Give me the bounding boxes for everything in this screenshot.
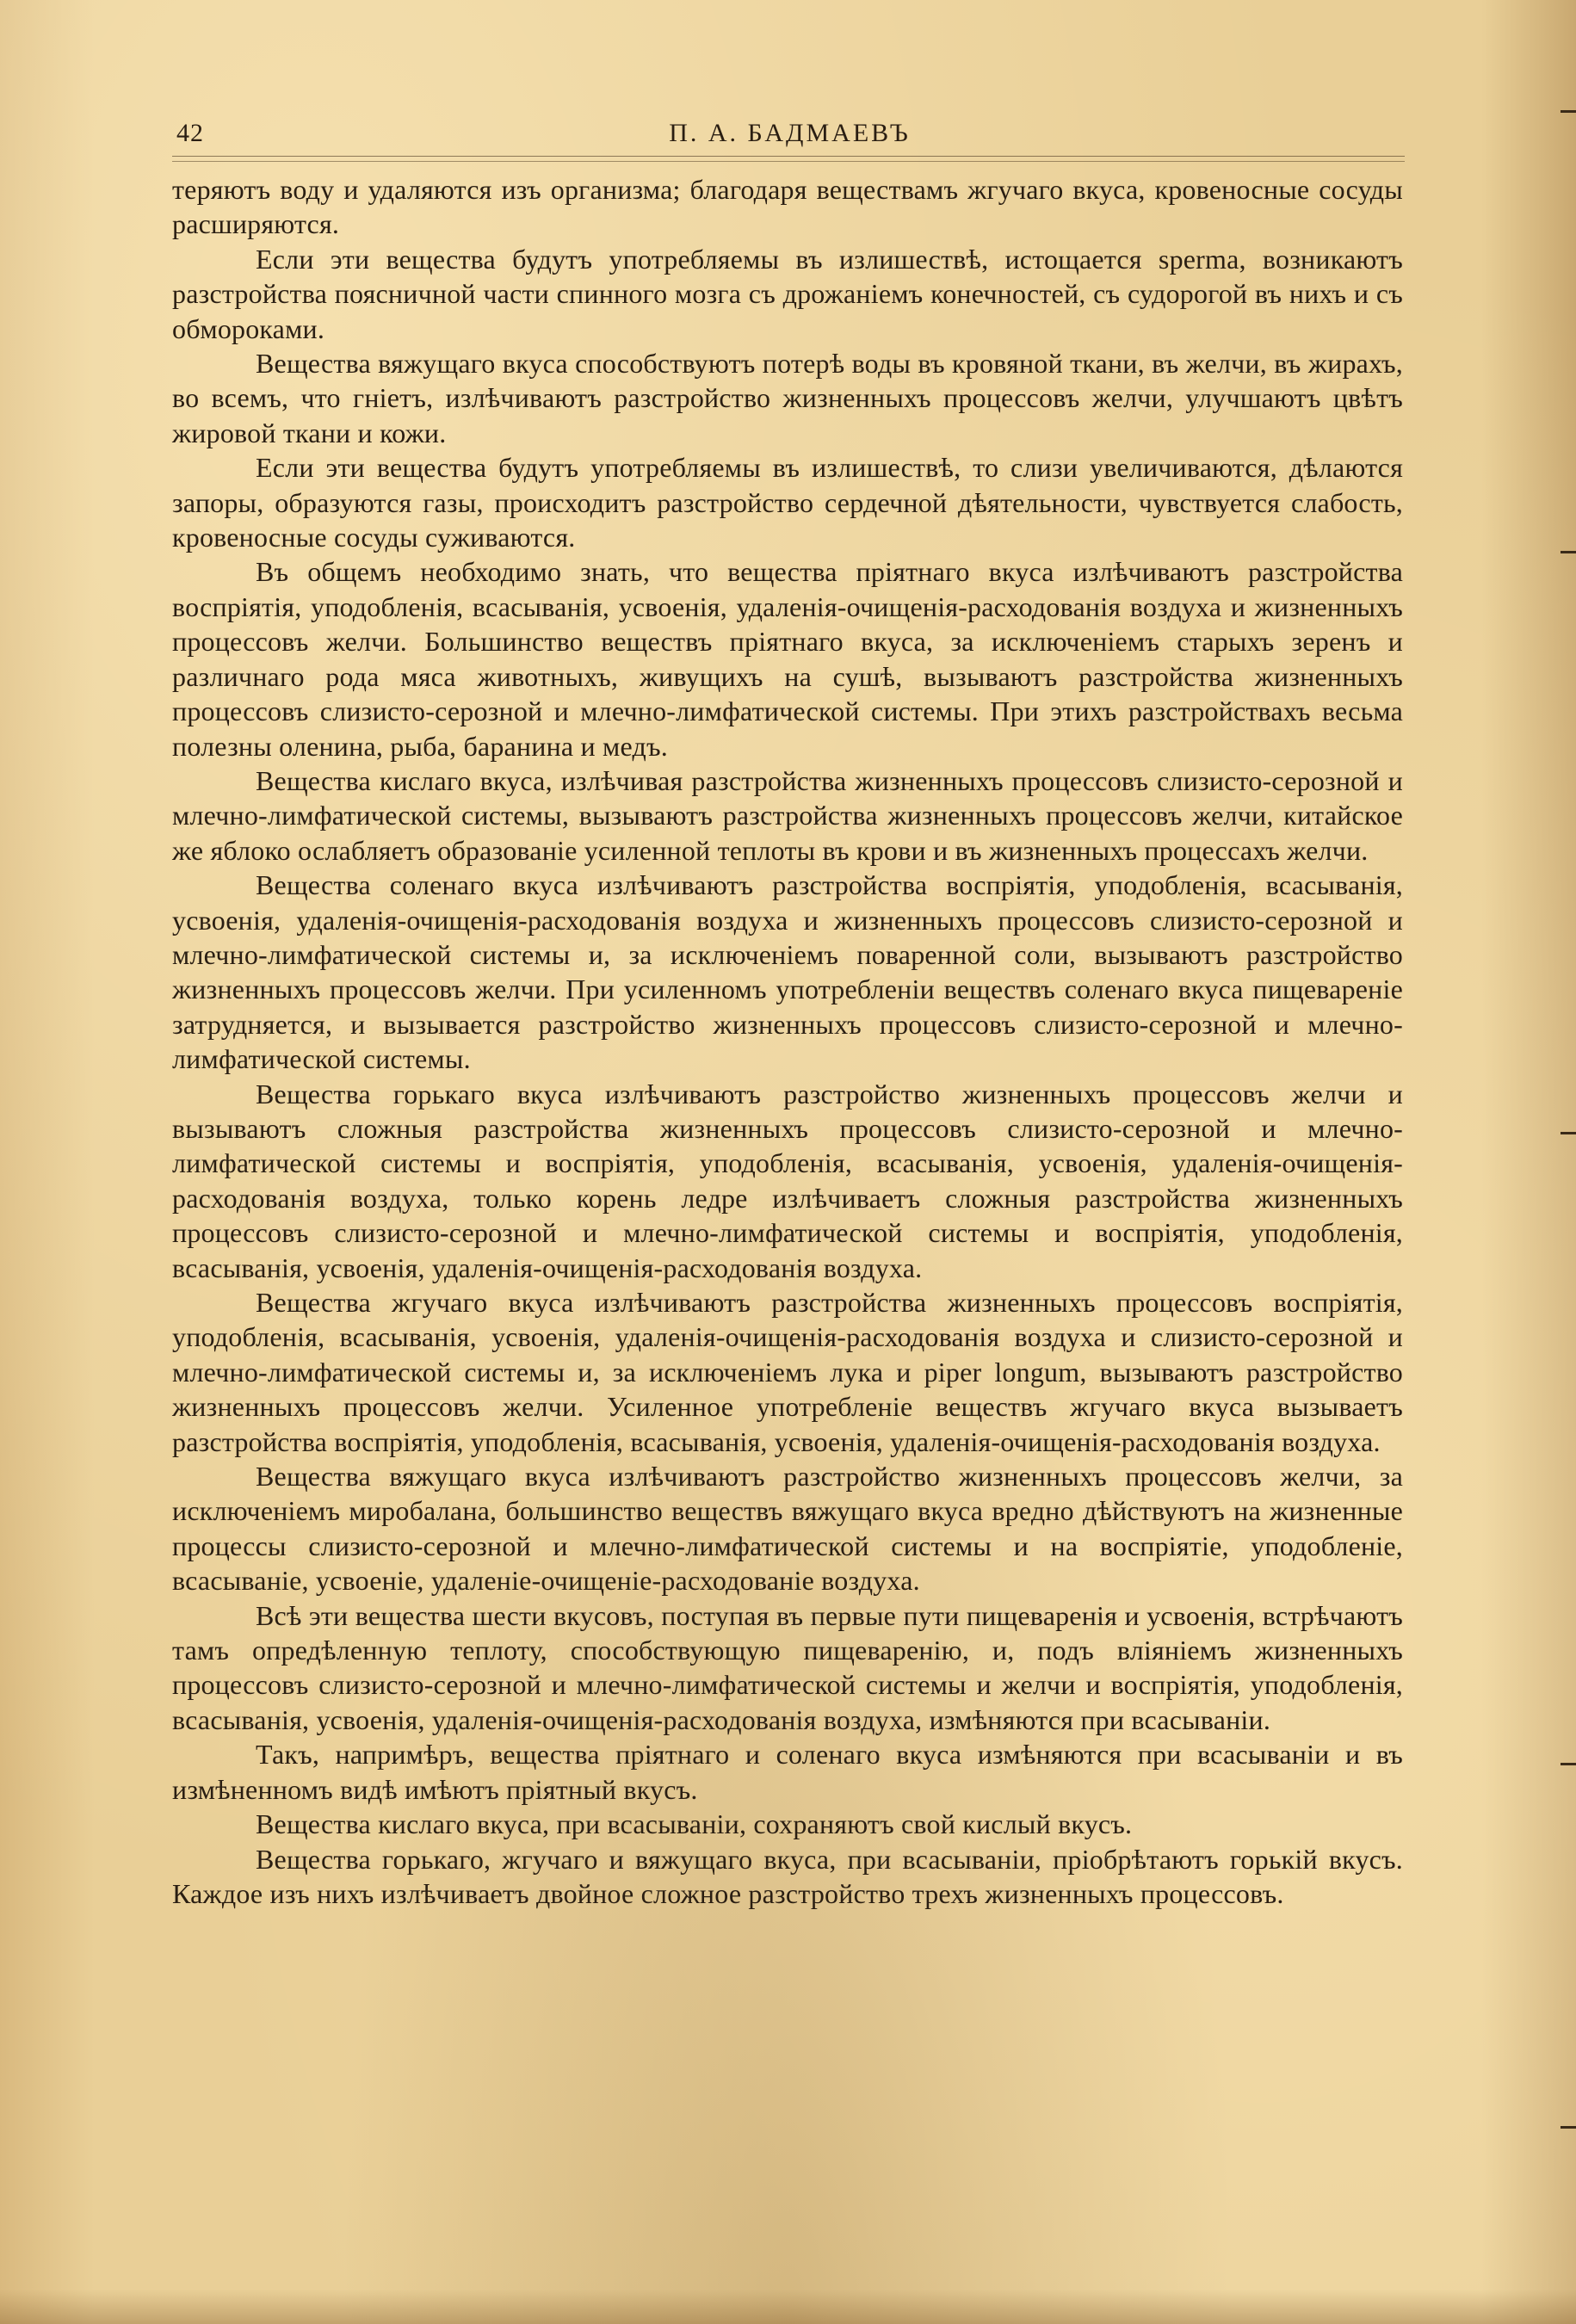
edge-mark [1561, 1763, 1576, 1765]
paragraph: Если эти вещества будутъ употребляемы въ излишествѣ, то слизи увеличиваются, дѣлаются запоры, образуются газы, происходитъ разстройство сердечной дѣятельности, чувствуется слабость, кровеносные сосуды суживаются. [172, 452, 1403, 553]
header-rule [172, 156, 1405, 162]
paragraph: Такъ, напримѣръ, вещества пріятнаго и соленаго вкуса измѣняются при всасываніи и въ измѣненномъ видѣ имѣютъ пріятный вкусъ. [172, 1739, 1403, 1805]
paragraph: Вещества соленаго вкуса излѣчиваютъ разстройства воспріятія, уподобленія, всасыванія, усвоенія, удаленія-очищенія-расходованія воздуха и жизненныхъ процессовъ слизисто-серозной и млечно-лимфатической системы и, за исключеніемъ поваренной соли, вызываютъ разстройство жизненныхъ процессовъ желчи. При усиленномъ употребленіи веществъ соленаго вкуса пищевареніе затрудняется, и вызывается разстройство жизненныхъ процессовъ слизисто-серозной и млечно-лимфатической системы. [172, 869, 1403, 1075]
paragraph: Всѣ эти вещества шести вкусовъ, поступая въ первые пути пищеваренія и усвоенія, встрѣчаютъ тамъ опредѣленную теплоту, способствующую пищеваренію, и, подъ вліяніемъ жизненныхъ процессовъ слизисто-серозной и млечно-лимфатической системы и желчи и воспріятія, уподобленія, всасыванія, усвоенія, удаленія-очищенія-расходованія воздуха, измѣняются при всасываніи. [172, 1599, 1403, 1735]
edge-mark [1561, 551, 1576, 553]
paragraph: Если эти вещества будутъ употребляемы въ излишествѣ, истощается sperma, возникаютъ разстройства поясничной части спинного мозга съ дрожаніемъ конечностей, съ судорогой въ нихъ и съ обмороками. [172, 243, 1403, 344]
paragraph: Вещества горькаго вкуса излѣчиваютъ разстройство жизненныхъ процессовъ желчи и вызываютъ сложныя разстройства жизненныхъ процессовъ слизисто-серозной и млечно-лимфатической системы и воспріятія, уподобленія, всасыванія, усвоенія, удаленія-очищенія-расходованія воздуха, только корень ледре излѣчиваетъ сложныя разстройства жизненныхъ процессовъ слизисто-серозной и млечно-лимфатической системы и воспріятія, уподобленія, всасыванія, усвоенія, удаленія-очищенія-расходованія воздуха. [172, 1078, 1403, 1283]
paragraph: Вещества вяжущаго вкуса излѣчиваютъ разстройство жизненныхъ процессовъ желчи, за исключеніемъ миробалана, большинство веществъ вяжущаго вкуса вредно дѣйствуютъ на жизненные процессы слизисто-серозной и млечно-лимфатической системы и на воспріятіе, уподобленіе, всасываніе, усвоеніе, удаленіе-очищеніе-расходованіе воздуха. [172, 1461, 1403, 1597]
edge-mark [1561, 2126, 1576, 2129]
page-header [176, 119, 1403, 157]
edge-mark [1561, 1132, 1576, 1134]
paragraph: Вещества вяжущаго вкуса способствуютъ потерѣ воды въ кровяной ткани, въ желчи, въ жирахъ, во всемъ, что гніетъ, излѣчиваютъ разстройство жизненныхъ процессовъ желчи, улучшаютъ цвѣтъ жировой ткани и кожи. [172, 348, 1403, 448]
page-number: 42 [176, 119, 204, 147]
edge-mark [1561, 110, 1576, 113]
paragraph: Въ общемъ необходимо знать, что вещества пріятнаго вкуса излѣчиваютъ разстройства воспріятія, уподобленія, всасыванія, усвоенія, удаленія-очищенія-расходованія воздуха и жизненныхъ процессовъ желчи. Большинство веществъ пріятнаго вкуса, за исключеніемъ старыхъ зеренъ и различнаго рода мяса животныхъ, живущихъ на сушѣ, вызываютъ разстройства жизненныхъ процессовъ слизисто-серозной и млечно-лимфатической системы. При этихъ разстройствахъ весьма полезны оленина, рыба, баранина и медъ. [172, 556, 1403, 762]
paragraph: Вещества горькаго, жгучаго и вяжущаго вкуса, при всасываніи, пріобрѣтаютъ горькій вкусъ. Каждое изъ нихъ излѣчиваетъ двойное сложное разстройство трехъ жизненныхъ процессовъ. [172, 1843, 1403, 1909]
running-head: П. А. БАДМАЕВЪ [669, 119, 911, 147]
paragraph: Вещества кислаго вкуса, излѣчивая разстройства жизненныхъ процессовъ слизисто-серозной и млечно-лимфатической системы, вызываютъ разстройства жизненныхъ процессовъ желчи, китайское же яблоко ослабляетъ образованіе усиленной теплоты въ крови и въ жизненныхъ процессахъ желчи. [172, 764, 1403, 866]
page-bottom-shadow [0, 2290, 1576, 2324]
paragraph: теряютъ воду и удаляются изъ организма; благодаря веществамъ жгучаго вкуса, кровеносные сосуды расширяются. [172, 174, 1403, 240]
paragraph: Вещества кислаго вкуса, при всасываніи, сохраняютъ свой кислый вкусъ. [256, 1808, 1133, 1840]
paragraph: Вещества жгучаго вкуса излѣчиваютъ разстройства жизненныхъ процессовъ воспріятія, уподобленія, всасыванія, усвоенія, удаленія-очищенія-расходованія воздуха и слизисто-серозной и млечно-лимфатической системы и, за исключеніемъ лука и piper longum, вызываютъ разстройство жизненныхъ процессовъ желчи. Усиленное употребленіе веществъ жгучаго вкуса вызываетъ разстройства воспріятія, уподобленія, всасыванія, усвоенія, удаленія-очищенія-расходованія воздуха. [172, 1287, 1403, 1457]
body-text [172, 172, 1403, 1911]
